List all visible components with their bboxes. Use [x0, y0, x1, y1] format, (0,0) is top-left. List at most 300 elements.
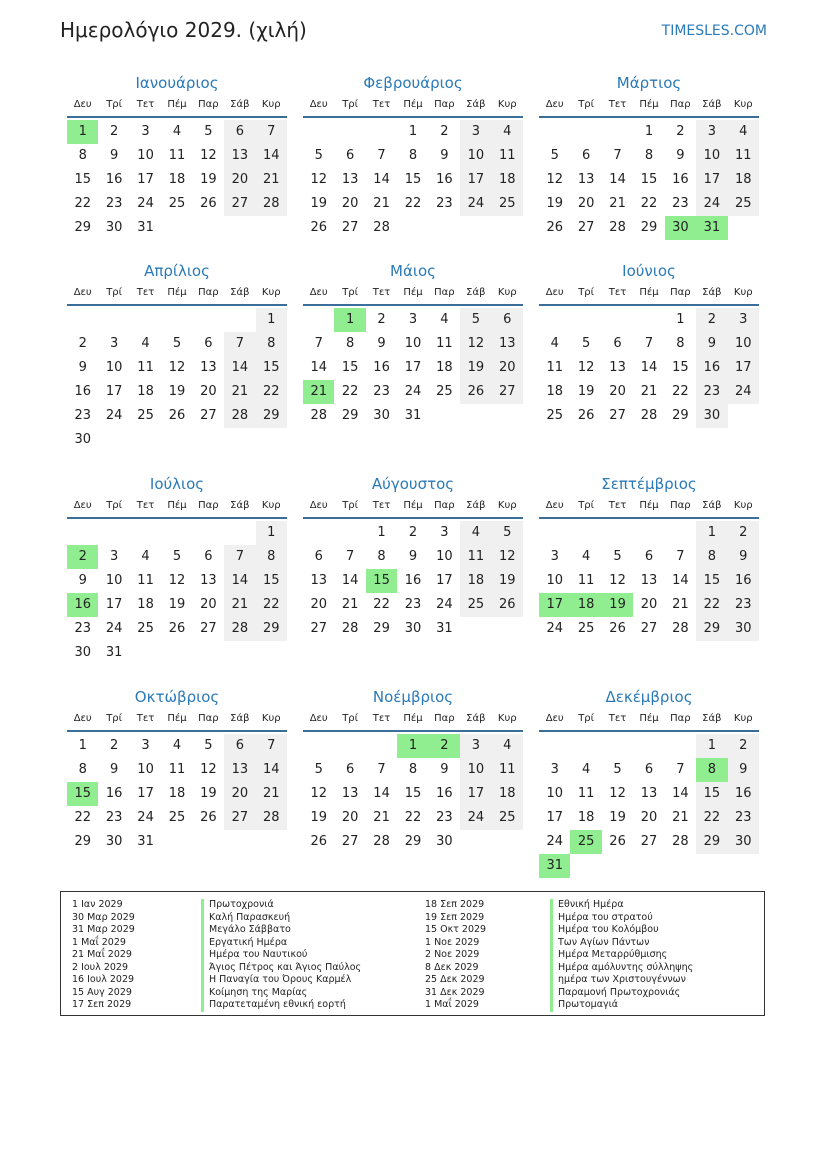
day-cell: 28 [672, 621, 689, 636]
day-cell: 7 [345, 549, 355, 564]
weekday-label: Σάβ [230, 287, 250, 298]
day-cell: 12 [200, 762, 217, 777]
holiday-date: 16 Ιουλ 2029 [72, 974, 135, 985]
weekday-label: Κυρ [261, 500, 281, 511]
holiday-day: 1 [67, 120, 98, 144]
day-cell: 20 [577, 196, 595, 211]
day-cell: 3 [109, 336, 119, 351]
day-cell: 7 [613, 148, 622, 163]
weekday-label: Τετ [136, 99, 155, 110]
day-cell: 21 [672, 597, 689, 612]
day-cell: 11 [168, 762, 186, 777]
day-cell: 24 [460, 192, 491, 216]
day-cell: 10 [137, 762, 154, 777]
holiday-name: Ημέρα του στρατού [550, 912, 693, 925]
weekday-label: Πέμ [403, 500, 423, 511]
day-cell: 7 [377, 762, 386, 777]
day-cell: 30 [404, 621, 422, 636]
day-cell: 22 [74, 196, 91, 211]
day-cell: 25 [168, 810, 186, 825]
day-cell: 1 [644, 124, 654, 139]
month-name: Δεκέμβριος [605, 688, 693, 706]
day-grid [303, 521, 523, 665]
day-cell: 24 [546, 834, 563, 849]
weekday-label: Σάβ [230, 500, 250, 511]
day-cell: 18 [168, 172, 186, 187]
holiday-day: 21 [303, 380, 334, 404]
day-cell: 11 [577, 573, 595, 588]
day-cell: 29 [672, 408, 689, 423]
weekday-label: Πέμ [167, 99, 187, 110]
month-block [539, 473, 759, 665]
day-cell: 1 [696, 521, 727, 545]
day-cell: 31 [137, 220, 154, 235]
day-cell: 6 [345, 148, 355, 163]
day-cell: 12 [546, 172, 563, 187]
day-cell: 30 [105, 834, 123, 849]
day-cell: 16 [404, 573, 422, 588]
day-cell: 10 [137, 148, 154, 163]
day-cell: 5 [613, 762, 622, 777]
holiday-name: Εθνική Ημέρα [550, 899, 693, 912]
day-cell: 12 [577, 360, 595, 375]
day-cell: 8 [78, 148, 87, 163]
month-name: Μάιος [390, 262, 436, 280]
day-cell: 10 [546, 786, 563, 801]
day-cell: 22 [404, 196, 422, 211]
day-cell: 14 [672, 573, 689, 588]
day-cell: 8 [377, 549, 386, 564]
day-cell: 23 [404, 597, 422, 612]
day-cell: 25 [577, 621, 595, 636]
day-cell: 12 [200, 148, 217, 163]
holiday-dates-right [425, 899, 486, 1012]
day-cell: 4 [492, 120, 523, 144]
holiday-date: 1 Ιαν 2029 [72, 899, 123, 910]
holiday-date: 30 Μαρ 2029 [72, 911, 135, 923]
day-cell: 4 [581, 762, 591, 777]
day-cell: 2 [377, 312, 386, 327]
holiday-date: 31 Δεκ 2029 [425, 986, 485, 998]
day-cell: 21 [640, 384, 658, 399]
weekday-label: Τρί [342, 500, 359, 511]
day-cell: 13 [341, 786, 359, 801]
weekday-label: Πέμ [167, 287, 187, 298]
holiday-name: Άγιος Πέτρος και Άγιος Παύλος [201, 962, 361, 975]
weekday-header [539, 94, 759, 118]
day-cell: 9 [408, 549, 418, 564]
month-name: Νοέμβριος [372, 688, 454, 706]
day-cell: 6 [345, 762, 355, 777]
weekday-label: Δευ [545, 99, 564, 110]
month-block [67, 72, 287, 264]
weekday-label: Τετ [372, 287, 391, 298]
day-cell: 24 [137, 810, 154, 825]
holiday-date: 25 Δεκ 2029 [425, 974, 485, 985]
day-cell: 4 [141, 549, 150, 564]
day-cell: 10 [460, 758, 491, 782]
day-cell: 13 [609, 360, 626, 375]
day-cell: 16 [728, 782, 759, 806]
day-grid [539, 120, 759, 264]
day-cell: 20 [341, 810, 359, 825]
weekday-label: Τρί [342, 99, 359, 110]
day-cell: 18 [492, 168, 523, 192]
weekday-label: Παρ [434, 99, 455, 110]
weekday-header [67, 708, 287, 732]
day-cell: 29 [373, 621, 390, 636]
day-cell: 11 [492, 144, 523, 168]
day-cell: 6 [224, 120, 255, 144]
day-cell: 18 [137, 384, 154, 399]
day-cell: 3 [141, 124, 150, 139]
day-cell: 17 [105, 384, 123, 399]
day-cell: 7 [314, 336, 323, 351]
day-cell: 15 [404, 786, 422, 801]
holiday-day: 31 [696, 216, 727, 240]
day-cell: 25 [137, 621, 154, 636]
day-cell: 13 [640, 786, 658, 801]
month-name: Ιούνιος [622, 262, 676, 280]
day-cell: 1 [676, 312, 685, 327]
day-cell: 4 [581, 549, 591, 564]
month-name: Σεπτέμβριος [601, 475, 697, 493]
holiday-name: Ημέρα του Κολόμβου [550, 924, 693, 937]
month-name: Ιούλιος [149, 475, 205, 493]
day-cell: 4 [728, 120, 759, 144]
day-cell: 29 [341, 408, 359, 423]
day-cell: 22 [74, 810, 91, 825]
day-cell: 24 [105, 408, 123, 423]
weekday-label: Κυρ [733, 287, 753, 298]
day-cell: 28 [224, 617, 255, 641]
day-cell: 20 [640, 597, 658, 612]
weekday-label: Πέμ [639, 287, 659, 298]
day-grid [67, 521, 287, 665]
day-cell: 11 [546, 360, 563, 375]
day-cell: 6 [581, 148, 591, 163]
day-cell: 26 [546, 220, 563, 235]
weekday-label: Δευ [73, 500, 92, 511]
holiday-date: 1 Νοε 2029 [425, 936, 480, 948]
day-cell: 7 [256, 120, 287, 144]
day-cell: 29 [74, 220, 91, 235]
day-cell: 16 [436, 172, 453, 187]
day-cell: 8 [696, 545, 727, 569]
day-cell: 19 [460, 356, 491, 380]
day-cell: 20 [224, 782, 255, 806]
day-cell: 3 [460, 120, 491, 144]
day-cell: 9 [696, 332, 727, 356]
day-cell: 28 [640, 408, 658, 423]
weekday-label: Σάβ [702, 99, 722, 110]
month-name: Οκτώβριος [134, 688, 220, 706]
day-grid [539, 521, 759, 665]
day-cell: 12 [310, 786, 327, 801]
day-cell: 5 [314, 762, 323, 777]
weekday-label: Σάβ [702, 500, 722, 511]
day-cell: 4 [550, 336, 559, 351]
weekday-label: Πέμ [639, 713, 659, 724]
day-cell: 25 [492, 192, 523, 216]
day-cell: 7 [676, 762, 685, 777]
weekday-label: Σάβ [702, 713, 722, 724]
month-name: Ιανουάριος [135, 74, 219, 92]
day-cell: 22 [256, 380, 287, 404]
day-cell: 10 [404, 336, 422, 351]
day-cell: 20 [341, 196, 359, 211]
month-block [303, 72, 523, 264]
day-cell: 27 [640, 834, 658, 849]
day-cell: 13 [310, 573, 327, 588]
day-cell: 24 [404, 384, 422, 399]
day-cell: 14 [609, 172, 626, 187]
holiday-day: 8 [696, 758, 727, 782]
day-cell: 23 [436, 810, 453, 825]
day-cell: 5 [613, 549, 622, 564]
day-cell: 31 [436, 621, 453, 636]
day-cell: 21 [224, 593, 255, 617]
day-cell: 29 [696, 830, 727, 854]
weekday-label: Τρί [578, 500, 595, 511]
day-cell: 5 [172, 336, 182, 351]
day-cell: 5 [204, 124, 213, 139]
day-cell: 28 [224, 404, 255, 428]
weekday-label: Τετ [136, 713, 155, 724]
day-cell: 23 [74, 408, 91, 423]
day-cell: 10 [546, 573, 563, 588]
day-cell: 14 [373, 172, 390, 187]
day-cell: 22 [256, 593, 287, 617]
weekday-label: Σάβ [466, 713, 486, 724]
day-cell: 15 [74, 172, 91, 187]
day-cell: 20 [640, 810, 658, 825]
day-cell: 25 [492, 806, 523, 830]
day-grid [303, 120, 523, 264]
day-cell: 3 [109, 549, 119, 564]
day-cell: 3 [440, 525, 449, 540]
weekday-label: Τρί [342, 713, 359, 724]
day-cell: 21 [224, 380, 255, 404]
day-cell: 10 [696, 144, 727, 168]
day-cell: 2 [728, 521, 759, 545]
day-cell: 28 [341, 621, 359, 636]
day-cell: 10 [105, 360, 123, 375]
day-cell: 19 [310, 810, 327, 825]
day-cell: 26 [168, 408, 186, 423]
holiday-day: 25 [570, 830, 601, 854]
day-cell: 22 [640, 196, 658, 211]
day-cell: 14 [341, 573, 359, 588]
day-cell: 24 [460, 806, 491, 830]
day-cell: 27 [200, 408, 217, 423]
day-cell: 15 [404, 172, 422, 187]
day-grid [539, 308, 759, 452]
day-cell: 13 [224, 144, 255, 168]
day-cell: 1 [696, 734, 727, 758]
day-cell: 24 [546, 621, 563, 636]
day-cell: 30 [105, 220, 123, 235]
day-cell: 24 [728, 380, 759, 404]
day-cell: 12 [492, 545, 523, 569]
day-cell: 8 [256, 545, 287, 569]
day-cell: 18 [577, 810, 595, 825]
site-link[interactable]: TIMESLES.COM [661, 23, 767, 39]
day-cell: 13 [577, 172, 595, 187]
day-cell: 25 [546, 408, 563, 423]
day-cell: 2 [696, 308, 727, 332]
holiday-day: 2 [67, 545, 98, 569]
weekday-label: Πέμ [167, 500, 187, 511]
day-cell: 5 [581, 336, 591, 351]
day-cell: 14 [256, 758, 287, 782]
day-cell: 1 [256, 521, 287, 545]
day-grid [67, 308, 287, 452]
holiday-list [60, 891, 765, 1016]
day-cell: 2 [676, 124, 685, 139]
day-cell: 16 [672, 172, 689, 187]
day-cell: 23 [728, 593, 759, 617]
day-cell: 16 [74, 384, 91, 399]
day-cell: 28 [373, 834, 390, 849]
day-cell: 17 [436, 573, 453, 588]
day-cell: 17 [460, 782, 491, 806]
day-cell: 9 [109, 148, 119, 163]
weekday-label: Κυρ [733, 713, 753, 724]
holiday-day: 17 [539, 593, 570, 617]
weekday-label: Τετ [608, 99, 627, 110]
day-cell: 30 [373, 408, 390, 423]
day-cell: 17 [460, 168, 491, 192]
day-cell: 9 [440, 148, 449, 163]
weekday-label: Κυρ [261, 99, 281, 110]
day-cell: 17 [105, 597, 123, 612]
day-cell: 27 [640, 621, 658, 636]
weekday-label: Παρ [434, 713, 455, 724]
day-cell: 30 [696, 404, 727, 428]
holiday-name: Πρωτομαγιά [550, 999, 693, 1012]
day-cell: 28 [256, 192, 287, 216]
weekday-label: Τρί [106, 713, 123, 724]
month-block [303, 686, 523, 878]
holiday-name: Μεγάλο Σάββατο [201, 924, 361, 937]
day-cell: 24 [105, 621, 123, 636]
day-cell: 14 [640, 360, 658, 375]
day-cell: 9 [728, 758, 759, 782]
day-cell: 3 [141, 738, 150, 753]
day-cell: 21 [672, 810, 689, 825]
day-cell: 13 [640, 573, 658, 588]
day-cell: 8 [256, 332, 287, 356]
day-cell: 12 [460, 332, 491, 356]
day-cell: 3 [728, 308, 759, 332]
day-cell: 2 [109, 124, 119, 139]
day-cell: 28 [310, 408, 327, 423]
weekday-label: Παρ [198, 713, 219, 724]
holiday-date: 21 Μαΐ 2029 [72, 949, 132, 960]
weekday-label: Τρί [578, 99, 595, 110]
day-cell: 6 [204, 336, 213, 351]
weekday-header [67, 282, 287, 306]
holiday-day: 15 [67, 782, 98, 806]
day-cell: 25 [436, 384, 453, 399]
weekday-label: Τρί [106, 500, 123, 511]
weekday-label: Παρ [198, 99, 219, 110]
weekday-label: Τετ [608, 287, 627, 298]
day-cell: 28 [609, 220, 626, 235]
weekday-label: Τετ [372, 99, 391, 110]
day-cell: 22 [341, 384, 359, 399]
day-cell: 8 [345, 336, 355, 351]
holiday-date: 2 Νοε 2029 [425, 949, 480, 960]
weekday-label: Δευ [545, 500, 564, 511]
weekday-header [67, 94, 287, 118]
day-cell: 21 [373, 810, 390, 825]
day-cell: 19 [546, 196, 563, 211]
day-cell: 6 [613, 336, 622, 351]
weekday-label: Τρί [578, 713, 595, 724]
day-cell: 19 [168, 597, 186, 612]
day-cell: 17 [137, 172, 154, 187]
day-cell: 5 [492, 521, 523, 545]
day-cell: 8 [408, 762, 418, 777]
day-cell: 8 [78, 762, 87, 777]
weekday-label: Δευ [309, 713, 328, 724]
day-cell: 12 [168, 573, 186, 588]
day-cell: 24 [696, 192, 727, 216]
day-cell: 20 [492, 356, 523, 380]
weekday-label: Κυρ [261, 713, 281, 724]
day-cell: 3 [550, 762, 559, 777]
day-cell: 7 [224, 545, 255, 569]
weekday-label: Πέμ [403, 287, 423, 298]
day-cell: 30 [74, 432, 91, 447]
weekday-label: Σάβ [466, 287, 486, 298]
day-cell: 15 [341, 360, 359, 375]
day-cell: 3 [460, 734, 491, 758]
day-cell: 17 [728, 356, 759, 380]
holiday-name: Εργατική Ημέρα [201, 937, 361, 950]
day-cell: 14 [224, 569, 255, 593]
month-block [539, 72, 759, 264]
day-cell: 21 [373, 196, 390, 211]
holiday-name: Η Παναγία του Όρους Καρμέλ [201, 974, 361, 987]
day-grid [303, 734, 523, 878]
weekday-label: Τετ [136, 287, 155, 298]
day-cell: 21 [256, 782, 287, 806]
day-cell: 23 [105, 810, 123, 825]
weekday-label: Παρ [434, 287, 455, 298]
day-cell: 30 [728, 830, 759, 854]
weekday-label: Παρ [670, 99, 691, 110]
day-cell: 27 [341, 834, 359, 849]
day-cell: 5 [314, 148, 323, 163]
holiday-date: 2 Ιουλ 2029 [72, 961, 128, 973]
day-cell: 19 [200, 172, 217, 187]
holiday-name: Ημέρα Μεταρρύθμισης [550, 949, 693, 962]
month-block [303, 260, 523, 452]
weekday-label: Δευ [73, 713, 92, 724]
weekday-label: Τρί [578, 287, 595, 298]
weekday-label: Τετ [372, 500, 391, 511]
holiday-name: Παρατεταμένη εθνική εορτή [201, 999, 361, 1012]
weekday-label: Τετ [136, 500, 155, 511]
day-cell: 17 [696, 168, 727, 192]
day-cell: 8 [676, 336, 685, 351]
day-cell: 25 [137, 408, 154, 423]
day-cell: 26 [609, 621, 626, 636]
day-cell: 2 [78, 336, 87, 351]
